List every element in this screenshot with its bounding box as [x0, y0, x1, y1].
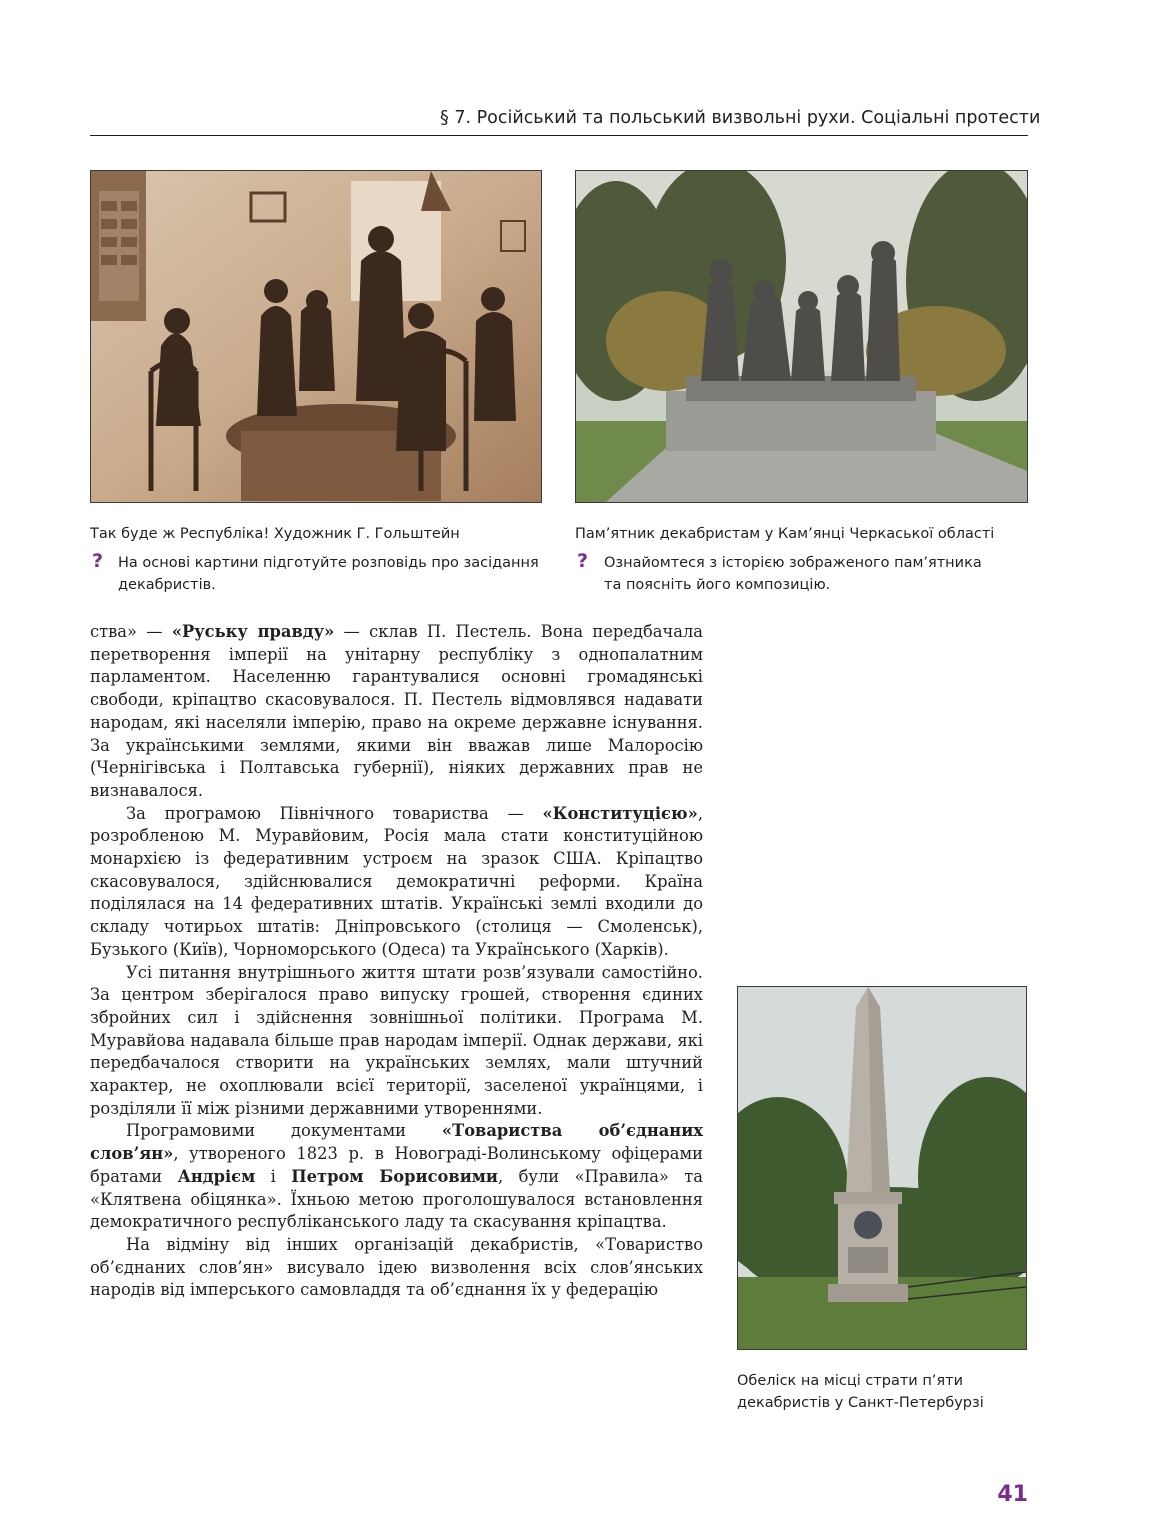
obelisk-illustration — [738, 987, 1026, 1349]
monument-caption: Пам’ятник декабристам у Кам’янці Черкаської області — [575, 526, 995, 542]
running-header: § 7. Російський та польський визвольні рухи. Соціальні протести — [440, 108, 1041, 128]
monument-question: Ознайомтеся з історією зображеного пам’ятника та поясніть його композицію. — [604, 555, 982, 593]
paragraph: ства» — «Руську правду» — склав П. Пестель. Вона передбачала перетворення імперії на унітарну республіку з однопалатним парламентом. Населенню гарантувалися основні громадянські свободи, кріпацтво скасовувалося. П. Пестель відмовлявся надавати народам, які населяли імперію, право на окреме державне існування. За українськими землями, якими він вважав лише Малоросію (Чернігівська і Полтавська губернії), ніяких державних прав не визнавалося. — [90, 622, 704, 800]
paragraph: На відміну від інших організацій декабристів, «Товариство об’єднаних слов’ян» висувало ідею визволення всіх слов’янських народів від імперського самовладдя та об’єднання їх у федерацію — [90, 1234, 703, 1300]
paragraph: Програмовими документами «Товариства об’єднаних слов’ян», утвореного 1823 р. в Новограді-Волинському офіцерами братами Андрієм і Петром Борисовими, були «Правила» та «Клятвена обіцянка». Їхньою метою проголошувалося встановлення демократичного республіканського ладу та скасування кріпацтва. — [90, 1121, 704, 1232]
painting-image — [90, 170, 542, 503]
paragraph: За програмою Північного товариства — «Конституцією», розробленою М. Муравйовим, Росія мала стати конституційною монархією із федеративним устроєм на зразок США. Кріпацтво скасовувалося, здійснювалися демократичні реформи. Країна поділялася на 14 федеративних штатів. Українські землі входили до складу чотирьох штатів: Дніпровського (столиця — Смоленськ), Бузького (Київ), Чорноморського (Одеса) та Українського (Харків). — [90, 803, 703, 959]
painting-caption: Так буде ж Республіка! Художник Г. Гольштейн — [90, 526, 460, 542]
obelisk-caption-line2: декабристів у Санкт-Петербурзі — [737, 1395, 984, 1411]
header-rule — [90, 135, 1028, 136]
monument-illustration — [576, 171, 1027, 502]
main-text — [90, 621, 703, 1302]
question-icon: ? — [92, 550, 104, 572]
painting-illustration — [91, 171, 541, 502]
paragraph: Усі питання внутрішнього життя штати розв’язували самостійно. За центром зберігалося право випуску грошей, створення єдиних збройних сил і здійснення зовнішньої політики. Програма М. Муравйова надавала більше прав народам імперії. Однак держави, які передбачалося створити на українських землях, мали штучний характер, не охоплювали всієї території, заселеної українцями, і розділяли її між різними державними утвореннями. — [90, 962, 703, 1118]
painting-question: На основі картини підготуйте розповідь про засідання декабристів. — [118, 555, 539, 593]
obelisk-photo — [737, 986, 1027, 1350]
monument-photo — [575, 170, 1028, 503]
obelisk-caption-line1: Обеліск на місці страти п’яти — [737, 1373, 964, 1389]
question-icon: ? — [577, 550, 589, 572]
page-number: 41 — [997, 1482, 1028, 1507]
